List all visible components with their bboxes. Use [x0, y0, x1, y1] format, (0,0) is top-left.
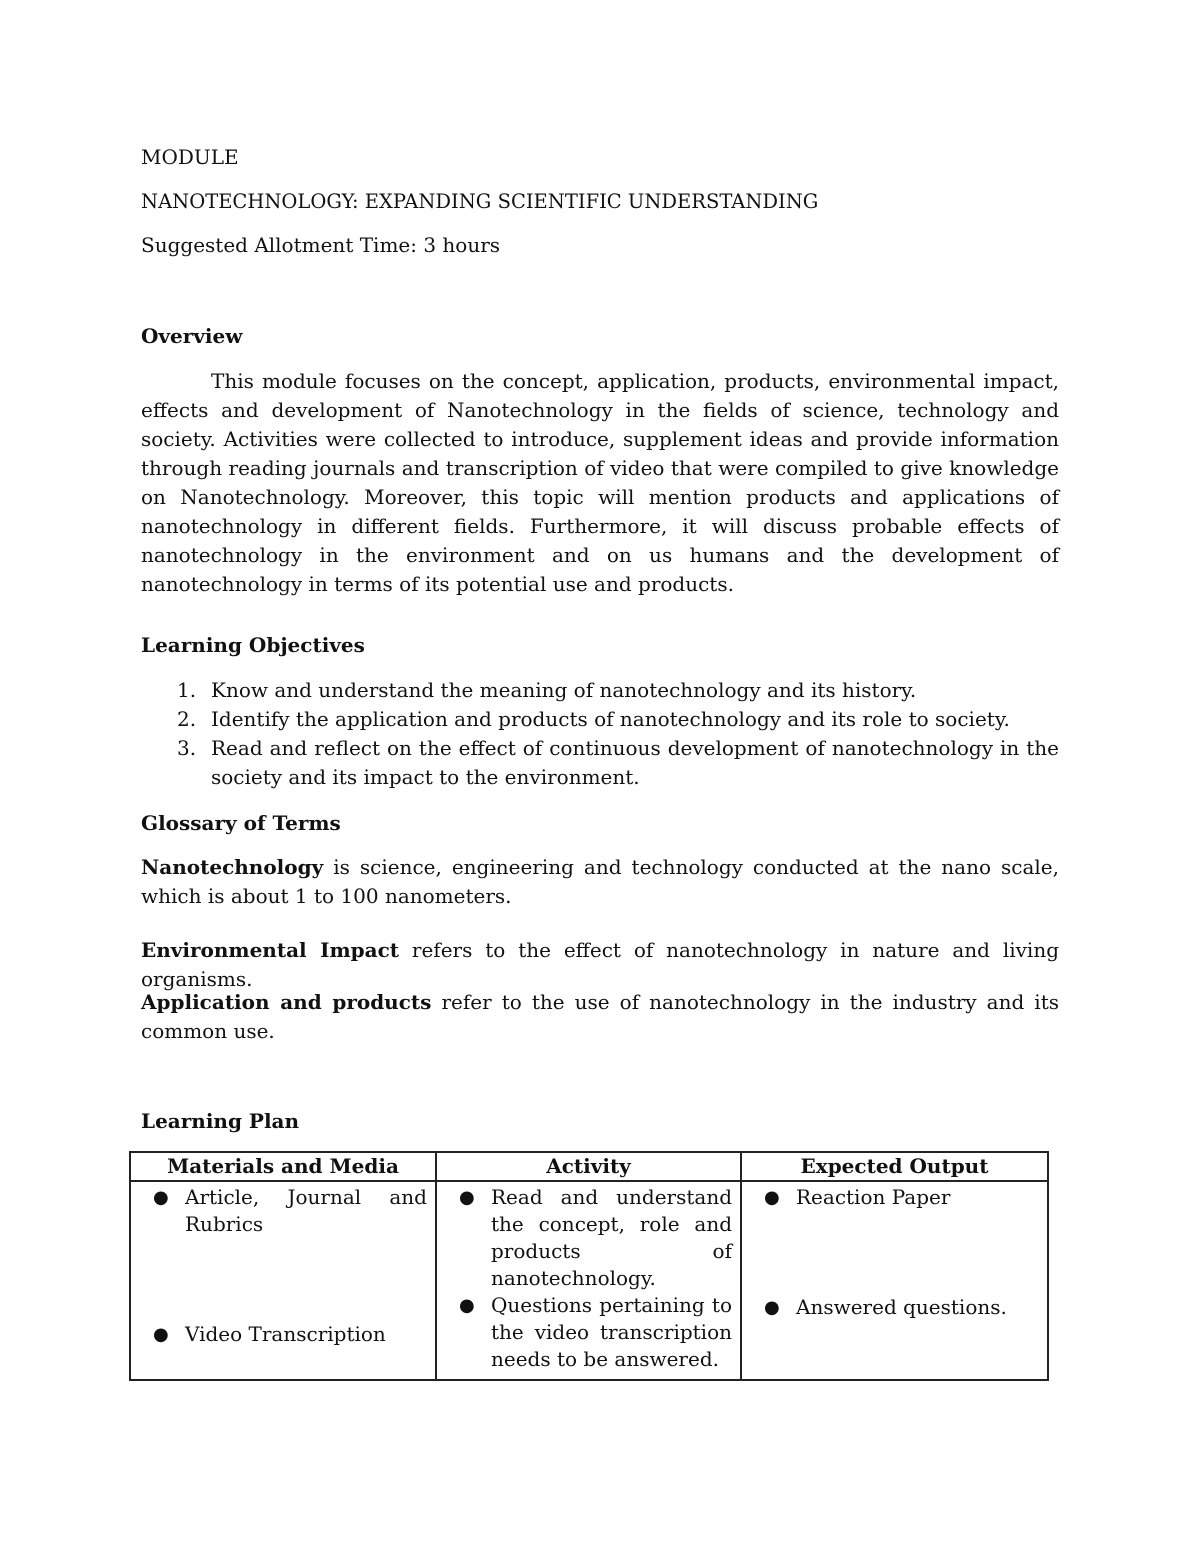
- list-item: ● Read and understand the concept, role and products of nanotechnology.: [459, 1185, 732, 1290]
- overview-paragraph: This module focuses on the concept, application, products, environmental impact, effects and development of Nanotechnology in the fields of science, technology and society. Activities were collected to introduce, supplement ideas and provide information through reading journals and transcription of video that were compiled to give knowledge on Nanotechnology. Moreover, this topic will mention products and applications of nanotechnology in different fields. Furthermore, it will discuss probable effects of nanotechnology in the environment and on us humans and the development of nanotechnology in terms of its potential use and products.: [141, 369, 1059, 596]
- list-item: ● Video Transcription: [153, 1322, 386, 1346]
- bullet-icon: ●: [153, 1324, 169, 1345]
- module-label: MODULE: [141, 145, 239, 169]
- glossary-term-environmental-impact: [141, 936, 1059, 994]
- objective-text: Know and understand the meaning of nanotechnology and its history.: [211, 678, 917, 702]
- objectives-heading: Learning Objectives: [141, 633, 365, 657]
- list-item: ● Answered questions.: [764, 1295, 1007, 1319]
- objective-item: [141, 734, 1059, 792]
- objective-number: 2.: [177, 707, 197, 731]
- objective-text: Identify the application and products of nanotechnology and its role to society.: [211, 707, 1010, 731]
- output-cell: [741, 1181, 1048, 1380]
- bullet-icon: ●: [459, 1295, 475, 1316]
- bullet-icon: ●: [764, 1187, 780, 1208]
- objective-item: [141, 705, 1059, 734]
- learning-plan-heading: Learning Plan: [141, 1109, 300, 1133]
- definition: is science, engineering and technology conducted at the nano scale, which is about 1 to 100 nanometers.: [141, 855, 1059, 908]
- objectives-list: [141, 676, 1059, 792]
- objective-item: [141, 676, 1059, 705]
- term: Nanotechnology: [141, 855, 324, 879]
- list-item: ● Questions pertaining to the video transcription needs to be answered.: [459, 1293, 732, 1371]
- overview-section: [141, 367, 1059, 599]
- materials-cell: [130, 1181, 436, 1380]
- bullet-icon: ●: [153, 1187, 169, 1208]
- objective-number: 3.: [177, 736, 197, 760]
- objective-text: Read and reflect on the effect of continuous development of nanotechnology in the society and its impact to the environment.: [211, 736, 1059, 789]
- glossary-heading: Glossary of Terms: [141, 811, 341, 835]
- definition: refer to the use of nanotechnology in the industry and its common use.: [141, 990, 1060, 1043]
- bullet-icon: ●: [459, 1187, 475, 1208]
- objective-number: 1.: [177, 678, 197, 702]
- glossary-term-nanotechnology: [141, 853, 1059, 911]
- table-row: [130, 1181, 1048, 1380]
- allotment-time: Suggested Allotment Time: 3 hours: [141, 233, 501, 257]
- list-item: ● Reaction Paper: [764, 1185, 951, 1209]
- term: Environmental Impact: [141, 938, 400, 962]
- list-item: ● Article, Journal and Rubrics: [153, 1185, 427, 1236]
- definition: refers to the effect of nanotechnology in nature and living organisms.: [141, 938, 1060, 991]
- term: Application and products: [141, 990, 432, 1014]
- glossary-term-application: [141, 988, 1059, 1046]
- table-header-row: [130, 1152, 1048, 1181]
- activity-cell: [436, 1181, 741, 1380]
- overview-heading: Overview: [141, 324, 243, 348]
- learning-plan-table: [129, 1151, 1049, 1381]
- bullet-icon: ●: [764, 1297, 780, 1318]
- column-header: Activity: [436, 1152, 741, 1181]
- column-header: Materials and Media: [130, 1152, 436, 1181]
- module-title: NANOTECHNOLOGY: EXPANDING SCIENTIFIC UNDERSTANDING: [141, 190, 819, 213]
- column-header: Expected Output: [741, 1152, 1048, 1181]
